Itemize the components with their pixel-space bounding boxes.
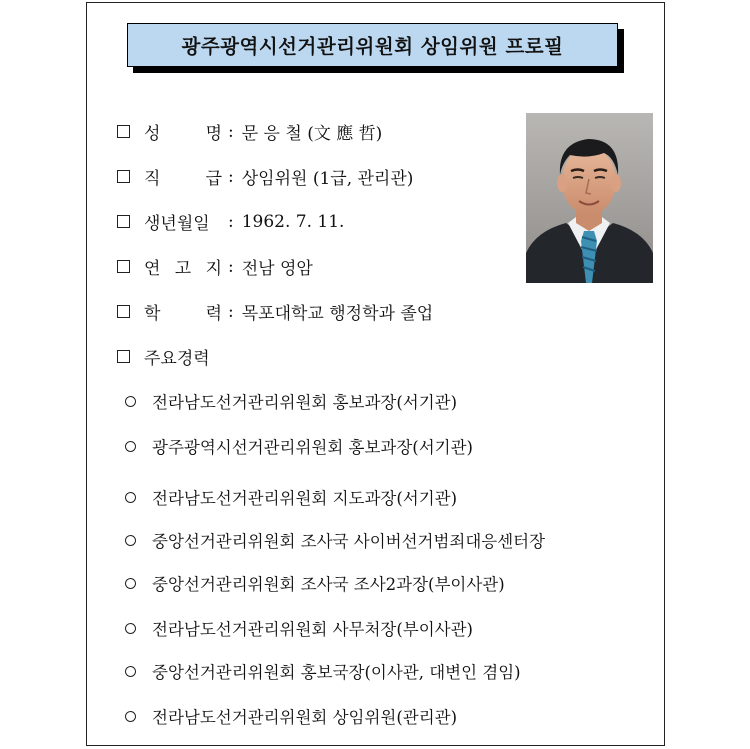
- circle-bullet-icon: [125, 666, 136, 677]
- circle-bullet-icon: [125, 623, 136, 634]
- profile-row-hometown: 연 고 지 : 전남 영암: [117, 254, 313, 279]
- checkbox-square-icon: [117, 170, 130, 183]
- profile-row-position: 직 급 : 상임위원 (1급, 관리관): [117, 164, 413, 189]
- career-item: 중앙선거관리위원회 홍보국장(이사관, 대변인 겸임): [125, 659, 521, 683]
- birth-value: 1962. 7. 11.: [241, 211, 345, 232]
- career-heading: 주요경력: [144, 349, 210, 369]
- hometown-label: 연 고 지: [144, 259, 222, 279]
- education-label: 학 력: [144, 304, 222, 324]
- circle-bullet-icon: [125, 535, 136, 546]
- checkbox-square-icon: [117, 125, 130, 138]
- career-item: 전라남도선거관리위원회 홍보과장(서기관): [125, 389, 457, 413]
- profile-row-career-heading: [117, 344, 210, 369]
- hometown-value: 전남 영암: [241, 259, 313, 279]
- career-item: 전라남도선거관리위원회 지도과장(서기관): [125, 485, 457, 509]
- profile-row-education: 학 력 : 목포대학교 행정학과 졸업: [117, 299, 433, 324]
- title-banner: [127, 23, 618, 67]
- position-value: 상임위원 (1급, 관리관): [241, 169, 414, 189]
- position-label: 직 급: [144, 169, 222, 189]
- checkbox-square-icon: [117, 350, 130, 363]
- circle-bullet-icon: [125, 578, 136, 589]
- profile-document: [86, 2, 665, 746]
- profile-row-name: 성 명 : 문 응 철 (文 應 哲): [117, 119, 382, 144]
- checkbox-square-icon: [117, 215, 130, 228]
- career-item: 전라남도선거관리위원회 사무처장(부이사관): [125, 616, 473, 640]
- education-value: 목포대학교 행정학과 졸업: [241, 304, 434, 324]
- circle-bullet-icon: [125, 396, 136, 407]
- checkbox-square-icon: [117, 260, 130, 273]
- checkbox-square-icon: [117, 305, 130, 318]
- profile-photo: [526, 113, 653, 283]
- birth-label: 생년월일: [144, 214, 210, 234]
- circle-bullet-icon: [125, 711, 136, 722]
- career-item: 광주광역시선거관리위원회 홍보과장(서기관): [125, 434, 473, 458]
- circle-bullet-icon: [125, 492, 136, 503]
- page-title: 광주광역시선거관리위원회 상임위원 프로필: [127, 23, 618, 67]
- career-item: 중앙선거관리위원회 조사국 조사2과장(부이사관): [125, 571, 505, 595]
- career-item: 중앙선거관리위원회 조사국 사이버선거범죄대응센터장: [125, 528, 545, 552]
- profile-row-birth: 생년월일 : 1962. 7. 11.: [117, 209, 344, 234]
- name-value: 문 응 철 (文 應 哲): [241, 124, 383, 144]
- career-item: 전라남도선거관리위원회 상임위원(관리관): [125, 704, 457, 728]
- circle-bullet-icon: [125, 441, 136, 452]
- name-label: 성 명: [144, 124, 222, 144]
